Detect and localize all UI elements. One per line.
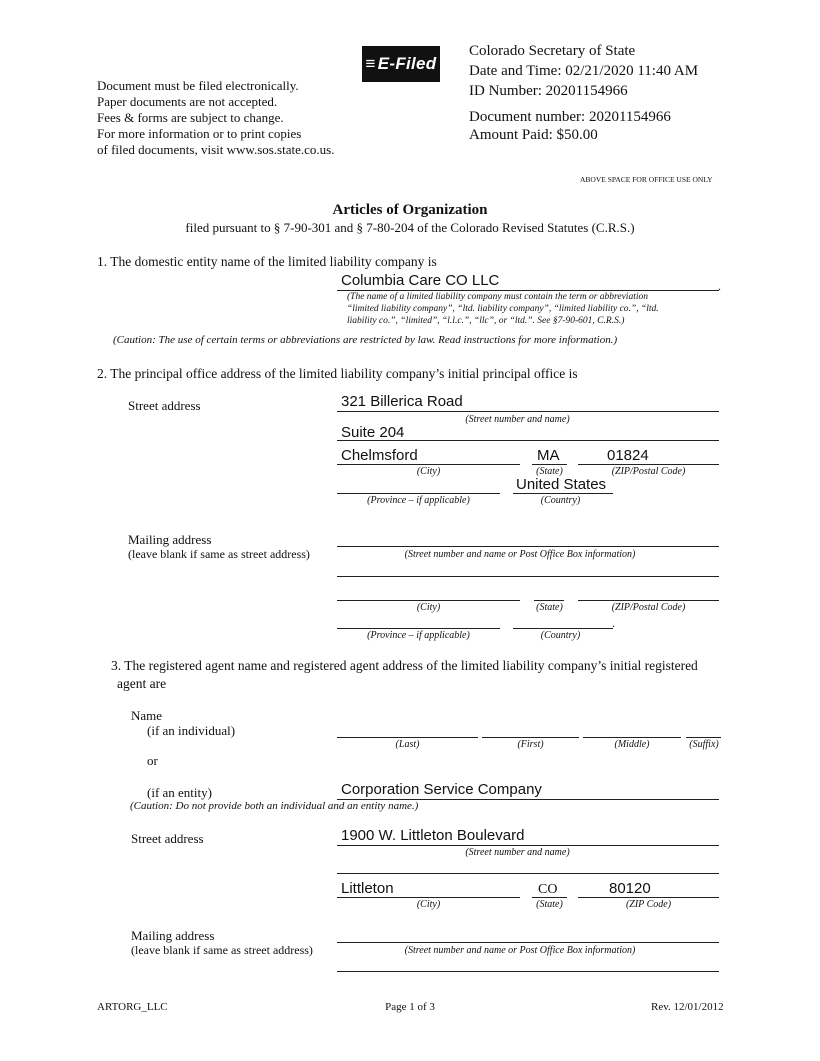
agent-mailing-label: Mailing address <box>131 928 215 943</box>
principal-state-line <box>532 464 567 465</box>
agent-mailing-street2-line[interactable] <box>337 971 719 972</box>
mailing-country-period: . <box>612 616 615 630</box>
notice-line: Fees & forms are subject to change. <box>97 110 284 125</box>
agent-city-caption: (City) <box>416 899 441 910</box>
agent-zip-caption: (ZIP Code) <box>625 899 672 910</box>
principal-city-field[interactable]: Chelmsford <box>341 447 418 464</box>
agent-street-line <box>337 845 719 846</box>
agent-entity-field[interactable]: Corporation Service Company <box>341 781 542 798</box>
entity-name-period: . <box>718 279 721 293</box>
office-use-note: ABOVE SPACE FOR OFFICE USE ONLY <box>580 175 713 184</box>
principal-province-line <box>337 493 500 494</box>
amount-paid: Amount Paid: $50.00 <box>469 127 598 143</box>
section1-caution: (Caution: The use of certain terms or abbreviations are restricted by law. Read instructions for more information.) <box>113 334 618 346</box>
principal-street-caption: (Street number and name) <box>465 414 570 425</box>
principal-mailing-street-caption: (Street number and name or Post Office Box information) <box>404 549 636 560</box>
filing-datetime: Date and Time: 02/21/2020 11:40 AM <box>469 63 699 79</box>
agent-suffix-line[interactable] <box>686 737 721 738</box>
section3-question: 3. The registered agent name and registered agent address of the limited liability company’s initial registered <box>111 658 698 673</box>
name-note-line: liability co.”, “limited”, “l.l.c.”, “llc”, or “ltd.”. See §7-90-601, C.R.S.) <box>347 316 625 326</box>
principal-street-label: Street address <box>128 398 201 413</box>
principal-country-caption: (Country) <box>540 495 581 506</box>
filing-id-number: ID Number: 20201154966 <box>469 83 628 99</box>
agent-mailing-street-line[interactable] <box>337 942 719 943</box>
agent-last-caption: (Last) <box>395 739 420 750</box>
principal-street-field[interactable]: 321 Billerica Road <box>341 393 463 410</box>
agent-first-line[interactable] <box>482 737 579 738</box>
section1-question: 1. The domestic entity name of the limited liability company is <box>97 254 437 269</box>
section2-question: 2. The principal office address of the limited liability company’s initial principal office is <box>97 366 578 381</box>
notice-line: Document must be filed electronically. <box>97 78 299 93</box>
footer-form-id: ARTORG_LLC <box>97 1001 168 1013</box>
principal-mailing-province-line[interactable] <box>337 628 500 629</box>
principal-mailing-city-line[interactable] <box>337 600 520 601</box>
agent-or-label: or <box>147 753 158 768</box>
principal-zip-line <box>578 464 719 465</box>
agent-city-field[interactable]: Littleton <box>341 880 394 897</box>
agent-street-field[interactable]: 1900 W. Littleton Boulevard <box>341 827 525 844</box>
agent-state-caption: (State) <box>536 899 563 910</box>
principal-mailing-city-caption: (City) <box>416 602 441 613</box>
principal-mailing-label: Mailing address <box>128 532 212 547</box>
agent-middle-caption: (Middle) <box>614 739 650 750</box>
agent-entity-label: (if an entity) <box>147 785 212 800</box>
name-note-line: (The name of a limited liability company must contain the term or abbreviation <box>347 292 648 302</box>
principal-city-line <box>337 464 520 465</box>
agent-street-caption: (Street number and name) <box>465 847 570 858</box>
principal-country-line <box>513 493 613 494</box>
principal-country-field[interactable]: United States <box>516 476 607 493</box>
name-note-line: “limited liability company”, “ltd. liability company”, “limited liability co.”, “ltd. <box>347 304 659 314</box>
agent-state-line <box>532 897 567 898</box>
agent-name-label: Name <box>131 708 163 723</box>
principal-mailing-state-caption: (State) <box>536 602 563 613</box>
principal-city-caption: (City) <box>416 466 441 477</box>
agent-state-field[interactable]: CO <box>538 882 558 897</box>
agent-mailing-street-caption: (Street number and name or Post Office Box information) <box>404 945 636 956</box>
principal-mailing-street2-line[interactable] <box>337 576 719 577</box>
agent-zip-field[interactable]: 80120 <box>609 880 651 897</box>
e-filed-badge: ≡ E-Filed <box>362 46 440 82</box>
agent-first-caption: (First) <box>517 739 544 750</box>
principal-street-line <box>337 411 719 412</box>
principal-province-caption: (Province – if applicable) <box>367 495 470 506</box>
notice-line: of filed documents, visit www.sos.state.co.us. <box>97 142 335 157</box>
principal-state-field[interactable]: MA <box>537 447 560 464</box>
footer-revision: Rev. 12/01/2012 <box>651 1001 724 1013</box>
agent-middle-line[interactable] <box>583 737 681 738</box>
agent-suffix-caption: (Suffix) <box>689 739 719 750</box>
principal-mailing-street-line[interactable] <box>337 546 719 547</box>
entity-name-line <box>337 290 719 291</box>
form-title: Articles of Organization <box>332 202 488 218</box>
principal-mailing-sub: (leave blank if same as street address) <box>128 547 310 561</box>
principal-mailing-country-caption: (Country) <box>540 630 581 641</box>
principal-mailing-country-line[interactable] <box>513 628 613 629</box>
principal-state-caption: (State) <box>536 466 563 477</box>
principal-mailing-province-caption: (Province – if applicable) <box>367 630 470 641</box>
notice-line: For more information or to print copies <box>97 126 302 141</box>
agent-last-line[interactable] <box>337 737 478 738</box>
principal-street2-line <box>337 440 719 441</box>
form-subtitle: filed pursuant to § 7-90-301 and § 7-80-204 of the Colorado Revised Statutes (C.R.S.) <box>185 220 635 235</box>
section3-question-cont: agent are <box>117 676 167 691</box>
notice-line: Paper documents are not accepted. <box>97 94 278 109</box>
agent-mailing-sub: (leave blank if same as street address) <box>131 943 313 957</box>
agent-street-label: Street address <box>131 831 204 846</box>
principal-zip-field[interactable]: 01824 <box>607 447 649 464</box>
principal-mailing-zip-caption: (ZIP/Postal Code) <box>611 602 686 613</box>
principal-mailing-state-line[interactable] <box>534 600 564 601</box>
principal-zip-caption: (ZIP/Postal Code) <box>611 466 686 477</box>
principal-mailing-zip-line[interactable] <box>578 600 719 601</box>
agent-street2-line[interactable] <box>337 873 719 874</box>
agent-city-line <box>337 897 520 898</box>
footer-page-number: Page 1 of 3 <box>385 1001 435 1013</box>
agent-caution: (Caution: Do not provide both an individual and an entity name.) <box>130 800 419 812</box>
agent-individual-label: (if an individual) <box>147 723 236 738</box>
agent-zip-line <box>578 897 719 898</box>
document-number: Document number: 20201154966 <box>469 109 671 125</box>
entity-name-field[interactable]: Columbia Care CO LLC <box>341 272 500 289</box>
filing-office: Colorado Secretary of State <box>469 43 636 59</box>
principal-street2-field[interactable]: Suite 204 <box>341 424 405 441</box>
